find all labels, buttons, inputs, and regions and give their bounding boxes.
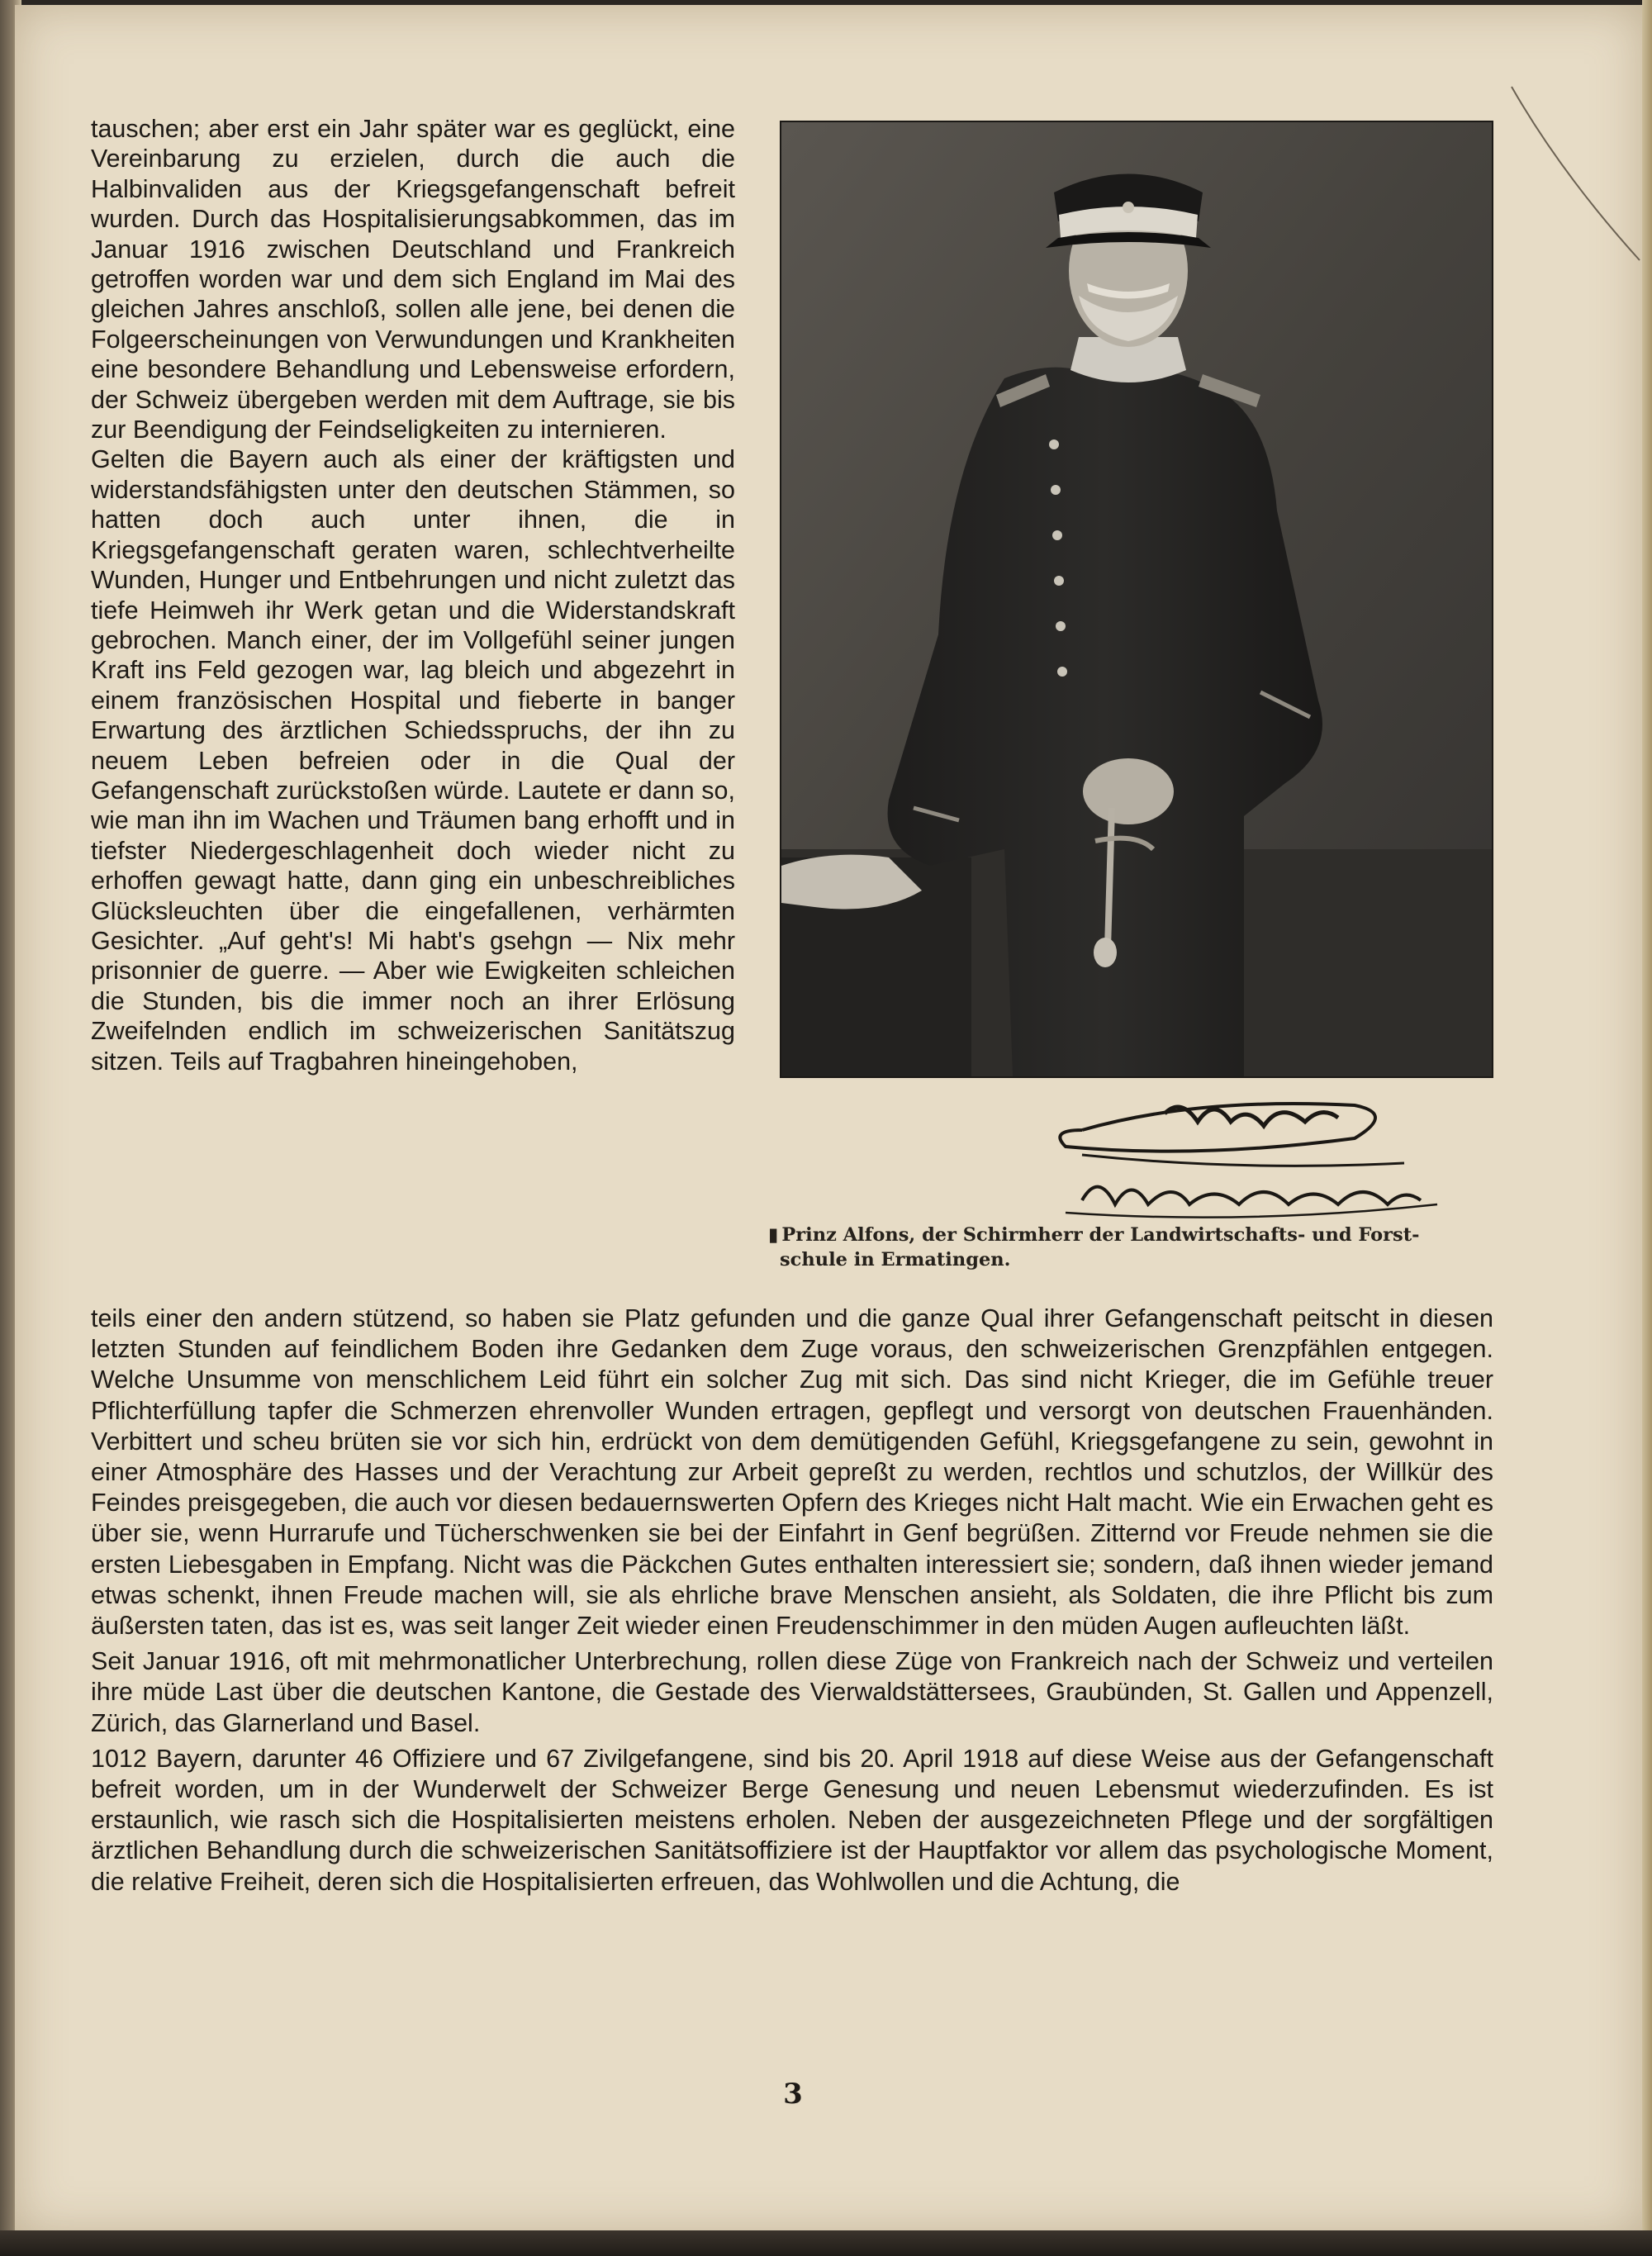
caption-marker: ▮ <box>768 1224 779 1246</box>
caption-line-1: Prinz Alfons, der Schirmherr der Landwirtschafts- und Forst- <box>781 1224 1420 1246</box>
page-number: 3 <box>783 2078 803 2111</box>
left-column-text <box>91 114 735 1076</box>
page-right-edge <box>1642 0 1652 2230</box>
paragraph-3: teils einer den andern stützend, so haben sie Platz gefunden und die ganze Qual ihrer Gefangenschaft peitscht in diesen letzten Stunden auf feindlichem Boden ihre Gedanken dem Zuge voraus, den schweizerischen Grenzpfählen entgegen. Welche Unsumme von menschlichem Leid führt ein solcher Zug mit sich. Das sind nicht Krieger, die im Gefühle treuer Pflichterfüllung tapfer die Schmerzen ehrenvoller Wunden ertragen, gepflegt und versorgt von deutschen Frauenhänden. Verbittert und scheu brüten sie vor sich hin, erdrückt von dem demütigenden Gefühl, Kriegsgefangene zu sein, gewohnt in einer Atmosphäre des Hasses und der Verachtung zur Arbeit gepreßt zu werden, rechtlos und schutzlos, der Willkür des Feindes preisgegeben, die auch vor diesen bedauernswerten Opfern des Krieges nicht Halt macht. Wie ein Erwachen geht es über sie, wenn Hurrarufe und Tücherschwenken sie bei der Einfahrt in Genf begrüßen. Zitternd vor Freude nehmen sie die ersten Liebesgaben in Empfang. Nicht was die Päckchen Gutes enthalten interessiert sie; sondern, daß ihnen wieder jemand etwas schenkt, ihnen Freude machen will, sie als ehrliche brave Menschen ansieht, als Soldaten, die ihre Pflicht bis zum äußersten taten, das ist es, was seit langer Zeit wieder einen Freudenschimmer in den müden Augen aufleuchten läßt. <box>91 1304 1493 1641</box>
paragraph-4: Seit Januar 1916, oft mit mehrmonatlicher Unterbrechung, rollen diese Züge von Frankreich nach der Schweiz und verteilen ihre müde Last über die deutschen Kantone, die Gestade des Vierwaldstättersees, Graubünden, St. Gallen und Appenzell, Zürich, das Glarnerland und Basel. <box>91 1647 1493 1737</box>
paragraph-1: tauschen; aber erst ein Jahr später war es geglückt, eine Vereinbarung zu erzielen, durch die auch die Halbinvaliden aus der Kriegsgefangenschaft befreit wurden. Durch das Hospitalisierungsabkommen, das im Januar 1916 zwischen Deutschland und Frankreich getroffen worden war und dem sich England im Mai des gleichen Jahres anschloß, sollen alle jene, bei denen die Folgeerscheinungen von Verwundungen und Krankheiten eine besondere Behandlung und Lebensweise erfordern, der Schweiz übergeben werden mit dem Auftrage, sie bis zur Beendigung der Feindseligkeiten zu internieren. <box>91 115 735 444</box>
paragraph-5: 1012 Bayern, darunter 46 Offiziere und 67 Zivilgefangene, sind bis 20. April 1918 auf diese Weise aus der Gefangenschaft befreit worden, um in der Wunderwelt der Schweizer Berge Genesung und neuen Lebensmut wiederzufinden. Es ist erstaunlich, wie rasch sich die Hospitalisierten meistens erholen. Neben der ausgezeichneten Pflege und der sorgfältigen ärztlichen Behandlung durch die schweizerischen Sanitätsoffiziere ist der Hauptfaktor vor allem das psychologische Moment, die relative Freiheit, deren sich die Hospitalisierten erfreuen, das Wohlwollen und die Achtung, die <box>91 1744 1493 1896</box>
officer-portrait-image <box>781 122 1492 1076</box>
page-bottom-edge <box>0 2230 1652 2256</box>
page-crease-line <box>1503 83 1644 264</box>
handwritten-signature <box>1032 1081 1462 1229</box>
portrait-photo <box>780 121 1493 1078</box>
photo-caption <box>768 1223 1495 1272</box>
caption-line-2: schule in Ermatingen. <box>780 1249 1011 1270</box>
paragraph-2: Gelten die Bayern auch als einer der kräftigsten und widerstandsfähigsten unter den deutschen Stämmen, so hatten doch auch unter ihnen, die in Kriegsgefangenschaft geraten waren, schlechtverheilte Wunden, Hunger und Entbehrungen und nicht zuletzt das tiefe Heimweh ihr Werk getan und die Widerstandskraft gebrochen. Manch einer, der im Vollgefühl seiner jungen Kraft ins Feld gezogen war, lag bleich und abgezehrt in einem französischen Hospital und fieberte in banger Erwartung des ärztlichen Schiedsspruchs, der ihn zu neuem Leben befreien oder in die Qual der Gefangenschaft zurückstoßen würde. Lautete er dann so, wie man ihn im Wachen und Träumen bang erhofft und in tiefster Niedergeschlagenheit doch wieder nicht zu erhoffen gewagt hatte, dann ging ein unbeschreibliches Glücksleuchten über die eingefallenen, verhärmten Gesichter. „Auf geht's! Mi habt's gsehgn — Nix mehr prisonnier de guerre. — Aber wie Ewigkeiten schleichen die Stunden, bis die immer noch an ihrer Erlösung Zweifelnden endlich im schweizerischen Sanitätszug sitzen. Teils auf Tragbahren hineingehoben, <box>91 445 735 1076</box>
full-width-text <box>91 1304 1493 1902</box>
